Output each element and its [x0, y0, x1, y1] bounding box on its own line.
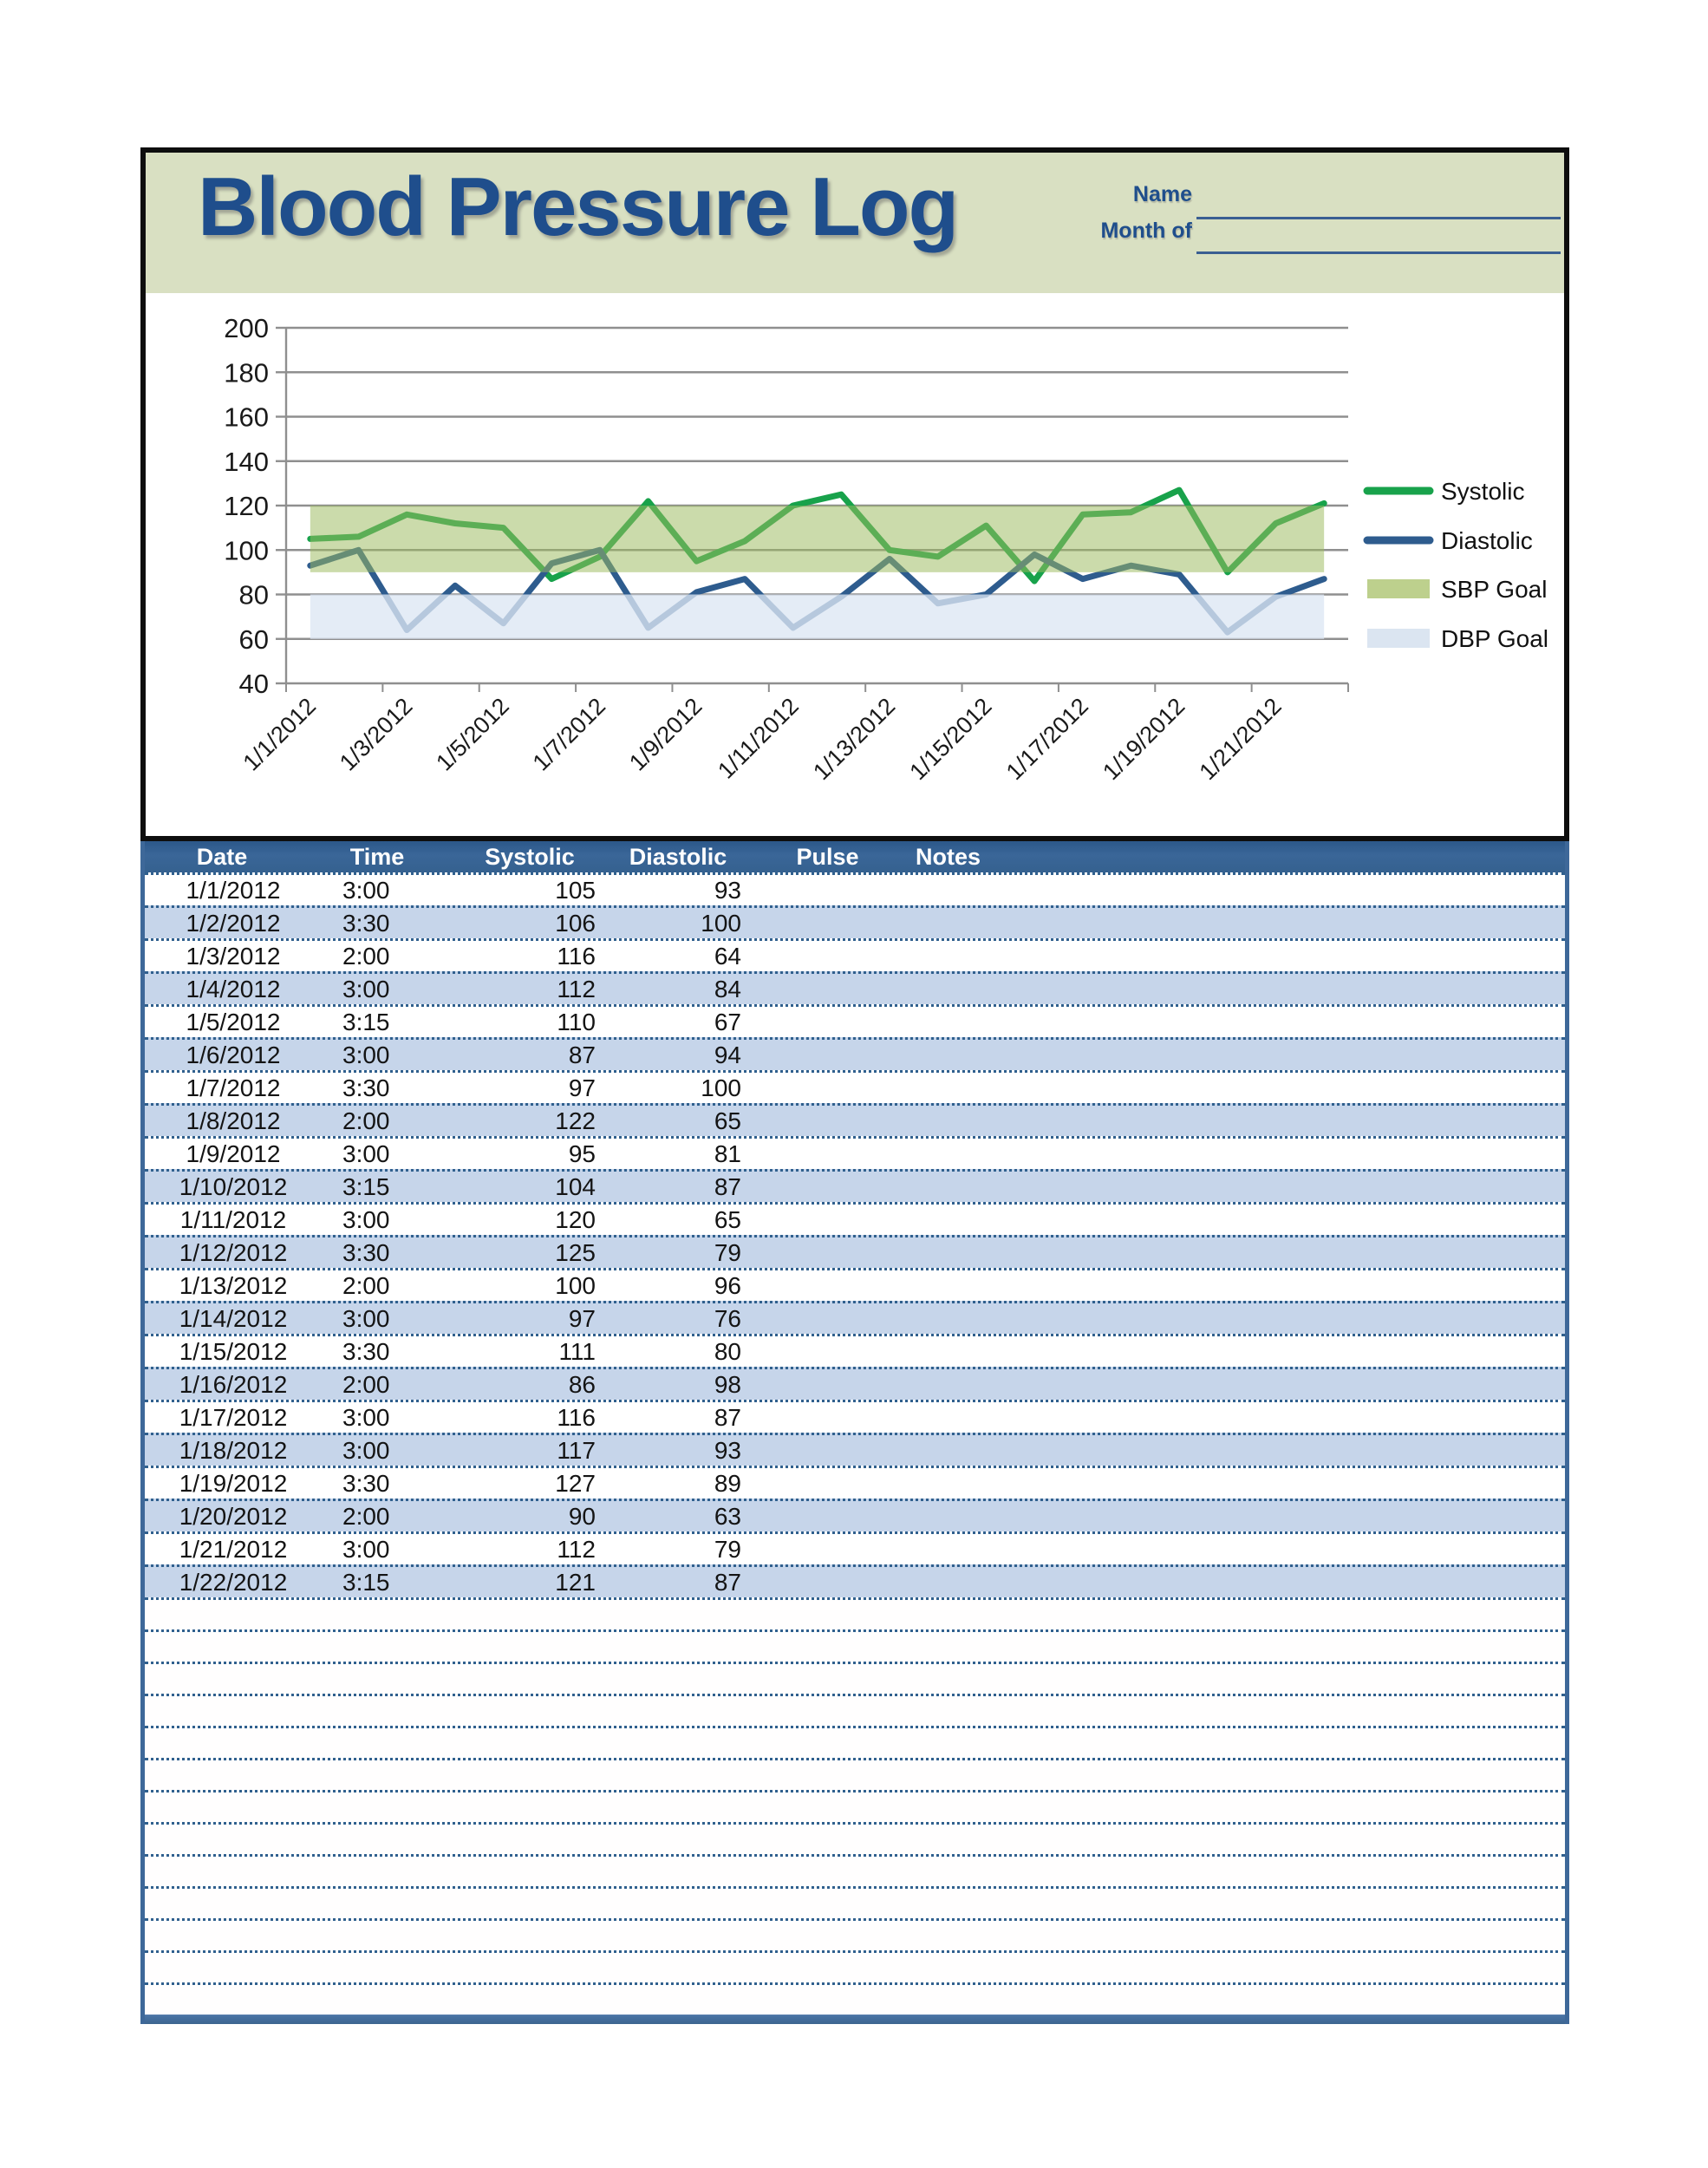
- legend-label: DBP Goal: [1441, 625, 1548, 652]
- empty-row[interactable]: [145, 1629, 1565, 1662]
- cell-diastolic[interactable]: 63: [714, 1502, 741, 1530]
- cell-time[interactable]: 3:15: [342, 1172, 390, 1200]
- y-axis-label: 60: [238, 624, 269, 655]
- cell-time[interactable]: 2:00: [342, 1107, 390, 1134]
- x-axis-label: 1/3/2012: [334, 693, 418, 776]
- cell-time[interactable]: 3:00: [342, 975, 390, 1002]
- y-axis-label: 200: [224, 313, 269, 343]
- table-row: [145, 905, 1565, 938]
- column-header-date: Date: [196, 843, 248, 870]
- name-input-line[interactable]: [1196, 217, 1561, 219]
- cell-diastolic[interactable]: 89: [714, 1469, 741, 1497]
- column-header-pulse: Pulse: [796, 843, 859, 870]
- cell-date[interactable]: 1/5/2012: [186, 1008, 281, 1035]
- empty-row[interactable]: [145, 1950, 1565, 1982]
- column-header-notes: Notes: [916, 843, 981, 870]
- cell-date[interactable]: 1/4/2012: [186, 975, 281, 1002]
- table-row: [145, 1301, 1565, 1334]
- cell-systolic[interactable]: 121: [555, 1568, 596, 1596]
- cell-systolic[interactable]: 100: [555, 1271, 596, 1299]
- cell-time[interactable]: 3:30: [342, 1337, 390, 1365]
- bp-chart-area: [146, 293, 1564, 836]
- cell-diastolic[interactable]: 79: [714, 1535, 741, 1563]
- cell-systolic[interactable]: 112: [557, 975, 596, 1002]
- dbp-goal-band: [310, 595, 1324, 639]
- cell-diastolic[interactable]: 81: [714, 1140, 741, 1167]
- cell-diastolic[interactable]: 65: [714, 1205, 741, 1233]
- sheet-header: [146, 153, 1564, 293]
- cell-time[interactable]: 3:30: [342, 1074, 390, 1101]
- cell-date[interactable]: 1/1/2012: [186, 876, 281, 904]
- cell-time[interactable]: 3:00: [342, 1205, 390, 1233]
- cell-time[interactable]: 2:00: [342, 1271, 390, 1299]
- cell-time[interactable]: 3:00: [342, 1436, 390, 1464]
- cell-diastolic[interactable]: 100: [701, 1074, 741, 1101]
- sbp-goal-band: [310, 506, 1324, 572]
- x-axis-label: 1/7/2012: [527, 693, 611, 776]
- y-axis-label: 80: [238, 579, 269, 611]
- cell-time[interactable]: 3:15: [342, 1568, 390, 1596]
- log-sheet-panel: [140, 147, 1569, 841]
- cell-systolic[interactable]: 116: [557, 1403, 596, 1431]
- cell-date[interactable]: 1/7/2012: [186, 1074, 281, 1101]
- column-header-time: Time: [349, 843, 405, 870]
- table-row: [145, 1334, 1565, 1367]
- cell-date[interactable]: 1/8/2012: [186, 1107, 281, 1134]
- x-axis-label: 1/19/2012: [1098, 693, 1190, 786]
- cell-systolic[interactable]: 111: [558, 1337, 596, 1365]
- cell-systolic[interactable]: 90: [568, 1502, 596, 1530]
- table-row: [145, 872, 1565, 905]
- cell-systolic[interactable]: 104: [555, 1172, 596, 1200]
- cell-diastolic[interactable]: 76: [714, 1304, 741, 1332]
- cell-time[interactable]: 3:00: [342, 1041, 390, 1068]
- cell-date[interactable]: 1/12/2012: [179, 1238, 288, 1266]
- legend-dbp-goal-swatch: [1367, 629, 1430, 648]
- cell-time[interactable]: 3:30: [342, 1469, 390, 1497]
- month-input-line[interactable]: [1196, 251, 1561, 254]
- cell-diastolic[interactable]: 67: [714, 1008, 741, 1035]
- empty-row[interactable]: [145, 1694, 1565, 1726]
- cell-date[interactable]: 1/3/2012: [186, 942, 281, 970]
- cell-systolic[interactable]: 116: [557, 942, 596, 970]
- cell-diastolic[interactable]: 94: [714, 1041, 741, 1068]
- legend-label: Diastolic: [1441, 527, 1533, 554]
- cell-date[interactable]: 1/2/2012: [186, 909, 281, 937]
- cell-systolic[interactable]: 97: [568, 1074, 596, 1101]
- table-row: [145, 1499, 1565, 1531]
- table-row: [145, 1268, 1565, 1301]
- cell-time[interactable]: 3:15: [342, 1008, 390, 1035]
- x-axis-label: 1/17/2012: [1001, 693, 1093, 786]
- table-row: [145, 1004, 1565, 1037]
- cell-diastolic[interactable]: 93: [714, 876, 741, 904]
- cell-time[interactable]: 3:00: [342, 876, 390, 904]
- y-axis-label: 180: [224, 357, 269, 389]
- table-row: [145, 1136, 1565, 1169]
- column-header-systolic: Systolic: [485, 843, 575, 870]
- cell-systolic[interactable]: 125: [555, 1238, 596, 1266]
- y-axis-label: 120: [224, 491, 269, 521]
- x-axis-label: 1/1/2012: [238, 693, 322, 776]
- cell-diastolic[interactable]: 87: [714, 1568, 741, 1596]
- bp-log-table: [140, 841, 1569, 2024]
- cell-date[interactable]: 1/22/2012: [179, 1568, 288, 1596]
- cell-time[interactable]: 2:00: [342, 1370, 390, 1398]
- table-row: [145, 938, 1565, 971]
- empty-row[interactable]: [145, 1662, 1565, 1694]
- cell-systolic[interactable]: 105: [555, 876, 596, 904]
- cell-systolic[interactable]: 95: [568, 1140, 596, 1167]
- cell-diastolic[interactable]: 79: [714, 1238, 741, 1266]
- cell-date[interactable]: 1/11/2012: [179, 1205, 287, 1233]
- table-row: [145, 1564, 1565, 1597]
- cell-date[interactable]: 1/13/2012: [179, 1271, 288, 1299]
- cell-date[interactable]: 1/17/2012: [179, 1403, 288, 1431]
- cell-date[interactable]: 1/16/2012: [179, 1370, 288, 1398]
- cell-diastolic[interactable]: 98: [714, 1370, 741, 1398]
- cell-date[interactable]: 1/6/2012: [186, 1041, 281, 1068]
- empty-row[interactable]: [145, 1854, 1565, 1886]
- empty-row[interactable]: [145, 1790, 1565, 1822]
- cell-systolic[interactable]: 117: [557, 1436, 596, 1464]
- table-body: [145, 872, 1565, 2015]
- table-header-row: [145, 841, 1565, 872]
- table-row: [145, 1103, 1565, 1136]
- x-axis-label: 1/9/2012: [624, 693, 707, 776]
- legend-sbp-goal-swatch: [1367, 579, 1430, 598]
- cell-date[interactable]: 1/10/2012: [179, 1172, 288, 1200]
- cell-diastolic[interactable]: 93: [714, 1436, 741, 1464]
- cell-time[interactable]: 3:00: [342, 1535, 390, 1563]
- table-bottom-border: [145, 2015, 1565, 2024]
- cell-diastolic[interactable]: 64: [714, 942, 741, 970]
- table-row: [145, 1433, 1565, 1466]
- table-row: [145, 1169, 1565, 1202]
- cell-systolic[interactable]: 87: [568, 1041, 596, 1068]
- cell-diastolic[interactable]: 100: [701, 909, 741, 937]
- cell-date[interactable]: 1/14/2012: [179, 1304, 288, 1332]
- empty-row[interactable]: [145, 1822, 1565, 1854]
- empty-row[interactable]: [145, 1758, 1565, 1790]
- cell-date[interactable]: 1/19/2012: [179, 1469, 288, 1497]
- table-row: [145, 971, 1565, 1004]
- cell-systolic[interactable]: 112: [557, 1535, 596, 1563]
- y-axis-label: 40: [238, 669, 269, 699]
- empty-row[interactable]: [145, 1918, 1565, 1950]
- cell-time[interactable]: 3:00: [342, 1140, 390, 1167]
- cell-systolic[interactable]: 110: [557, 1008, 596, 1035]
- cell-diastolic[interactable]: 80: [714, 1337, 741, 1365]
- empty-row[interactable]: [145, 1597, 1565, 1629]
- cell-date[interactable]: 1/9/2012: [186, 1140, 281, 1167]
- name-label: Name: [1132, 182, 1192, 206]
- cell-systolic[interactable]: 97: [568, 1304, 596, 1332]
- table-row: [145, 1531, 1565, 1564]
- bp-chart: [146, 293, 1564, 836]
- cell-diastolic[interactable]: 96: [714, 1271, 741, 1299]
- cell-diastolic[interactable]: 87: [714, 1172, 741, 1200]
- x-axis-label: 1/21/2012: [1194, 693, 1287, 786]
- cell-diastolic[interactable]: 84: [714, 975, 741, 1002]
- table-row: [145, 1070, 1565, 1103]
- cell-time[interactable]: 2:00: [342, 942, 390, 970]
- empty-row[interactable]: [145, 1886, 1565, 1918]
- empty-row[interactable]: [145, 1726, 1565, 1758]
- y-axis-label: 140: [224, 446, 269, 477]
- x-axis-label: 1/13/2012: [808, 693, 901, 786]
- table-row: [145, 1037, 1565, 1070]
- cell-time[interactable]: 2:00: [342, 1502, 390, 1530]
- table-row: [145, 1235, 1565, 1268]
- cell-date[interactable]: 1/15/2012: [179, 1337, 288, 1365]
- cell-time[interactable]: 3:00: [342, 1403, 390, 1431]
- table-row: [145, 1400, 1565, 1433]
- y-axis-label: 100: [224, 535, 269, 566]
- cell-diastolic[interactable]: 65: [714, 1107, 741, 1134]
- cell-date[interactable]: 1/21/2012: [179, 1535, 288, 1563]
- legend-label: SBP Goal: [1441, 576, 1548, 603]
- table-row: [145, 1367, 1565, 1400]
- cell-systolic[interactable]: 120: [555, 1205, 596, 1233]
- table-row: [145, 1202, 1565, 1235]
- page-title: Blood Pressure Log: [198, 160, 958, 253]
- empty-row[interactable]: [145, 1982, 1565, 2015]
- table-row: [145, 1466, 1565, 1499]
- x-axis-label: 1/15/2012: [904, 693, 997, 786]
- cell-time[interactable]: 3:30: [342, 909, 390, 937]
- cell-systolic[interactable]: 106: [555, 909, 596, 937]
- x-axis-label: 1/11/2012: [713, 693, 804, 784]
- cell-systolic[interactable]: 122: [555, 1107, 596, 1134]
- cell-systolic[interactable]: 86: [568, 1370, 596, 1398]
- cell-date[interactable]: 1/20/2012: [179, 1502, 288, 1530]
- cell-date[interactable]: 1/18/2012: [179, 1436, 288, 1464]
- column-header-diastolic: Diastolic: [629, 843, 727, 870]
- cell-diastolic[interactable]: 87: [714, 1403, 741, 1431]
- cell-time[interactable]: 3:30: [342, 1238, 390, 1266]
- legend-label: Systolic: [1441, 478, 1525, 505]
- x-axis-label: 1/5/2012: [431, 693, 514, 776]
- y-axis-label: 160: [224, 402, 269, 433]
- cell-systolic[interactable]: 127: [555, 1469, 596, 1497]
- cell-time[interactable]: 3:00: [342, 1304, 390, 1332]
- month-of-label: Month of: [1100, 219, 1192, 243]
